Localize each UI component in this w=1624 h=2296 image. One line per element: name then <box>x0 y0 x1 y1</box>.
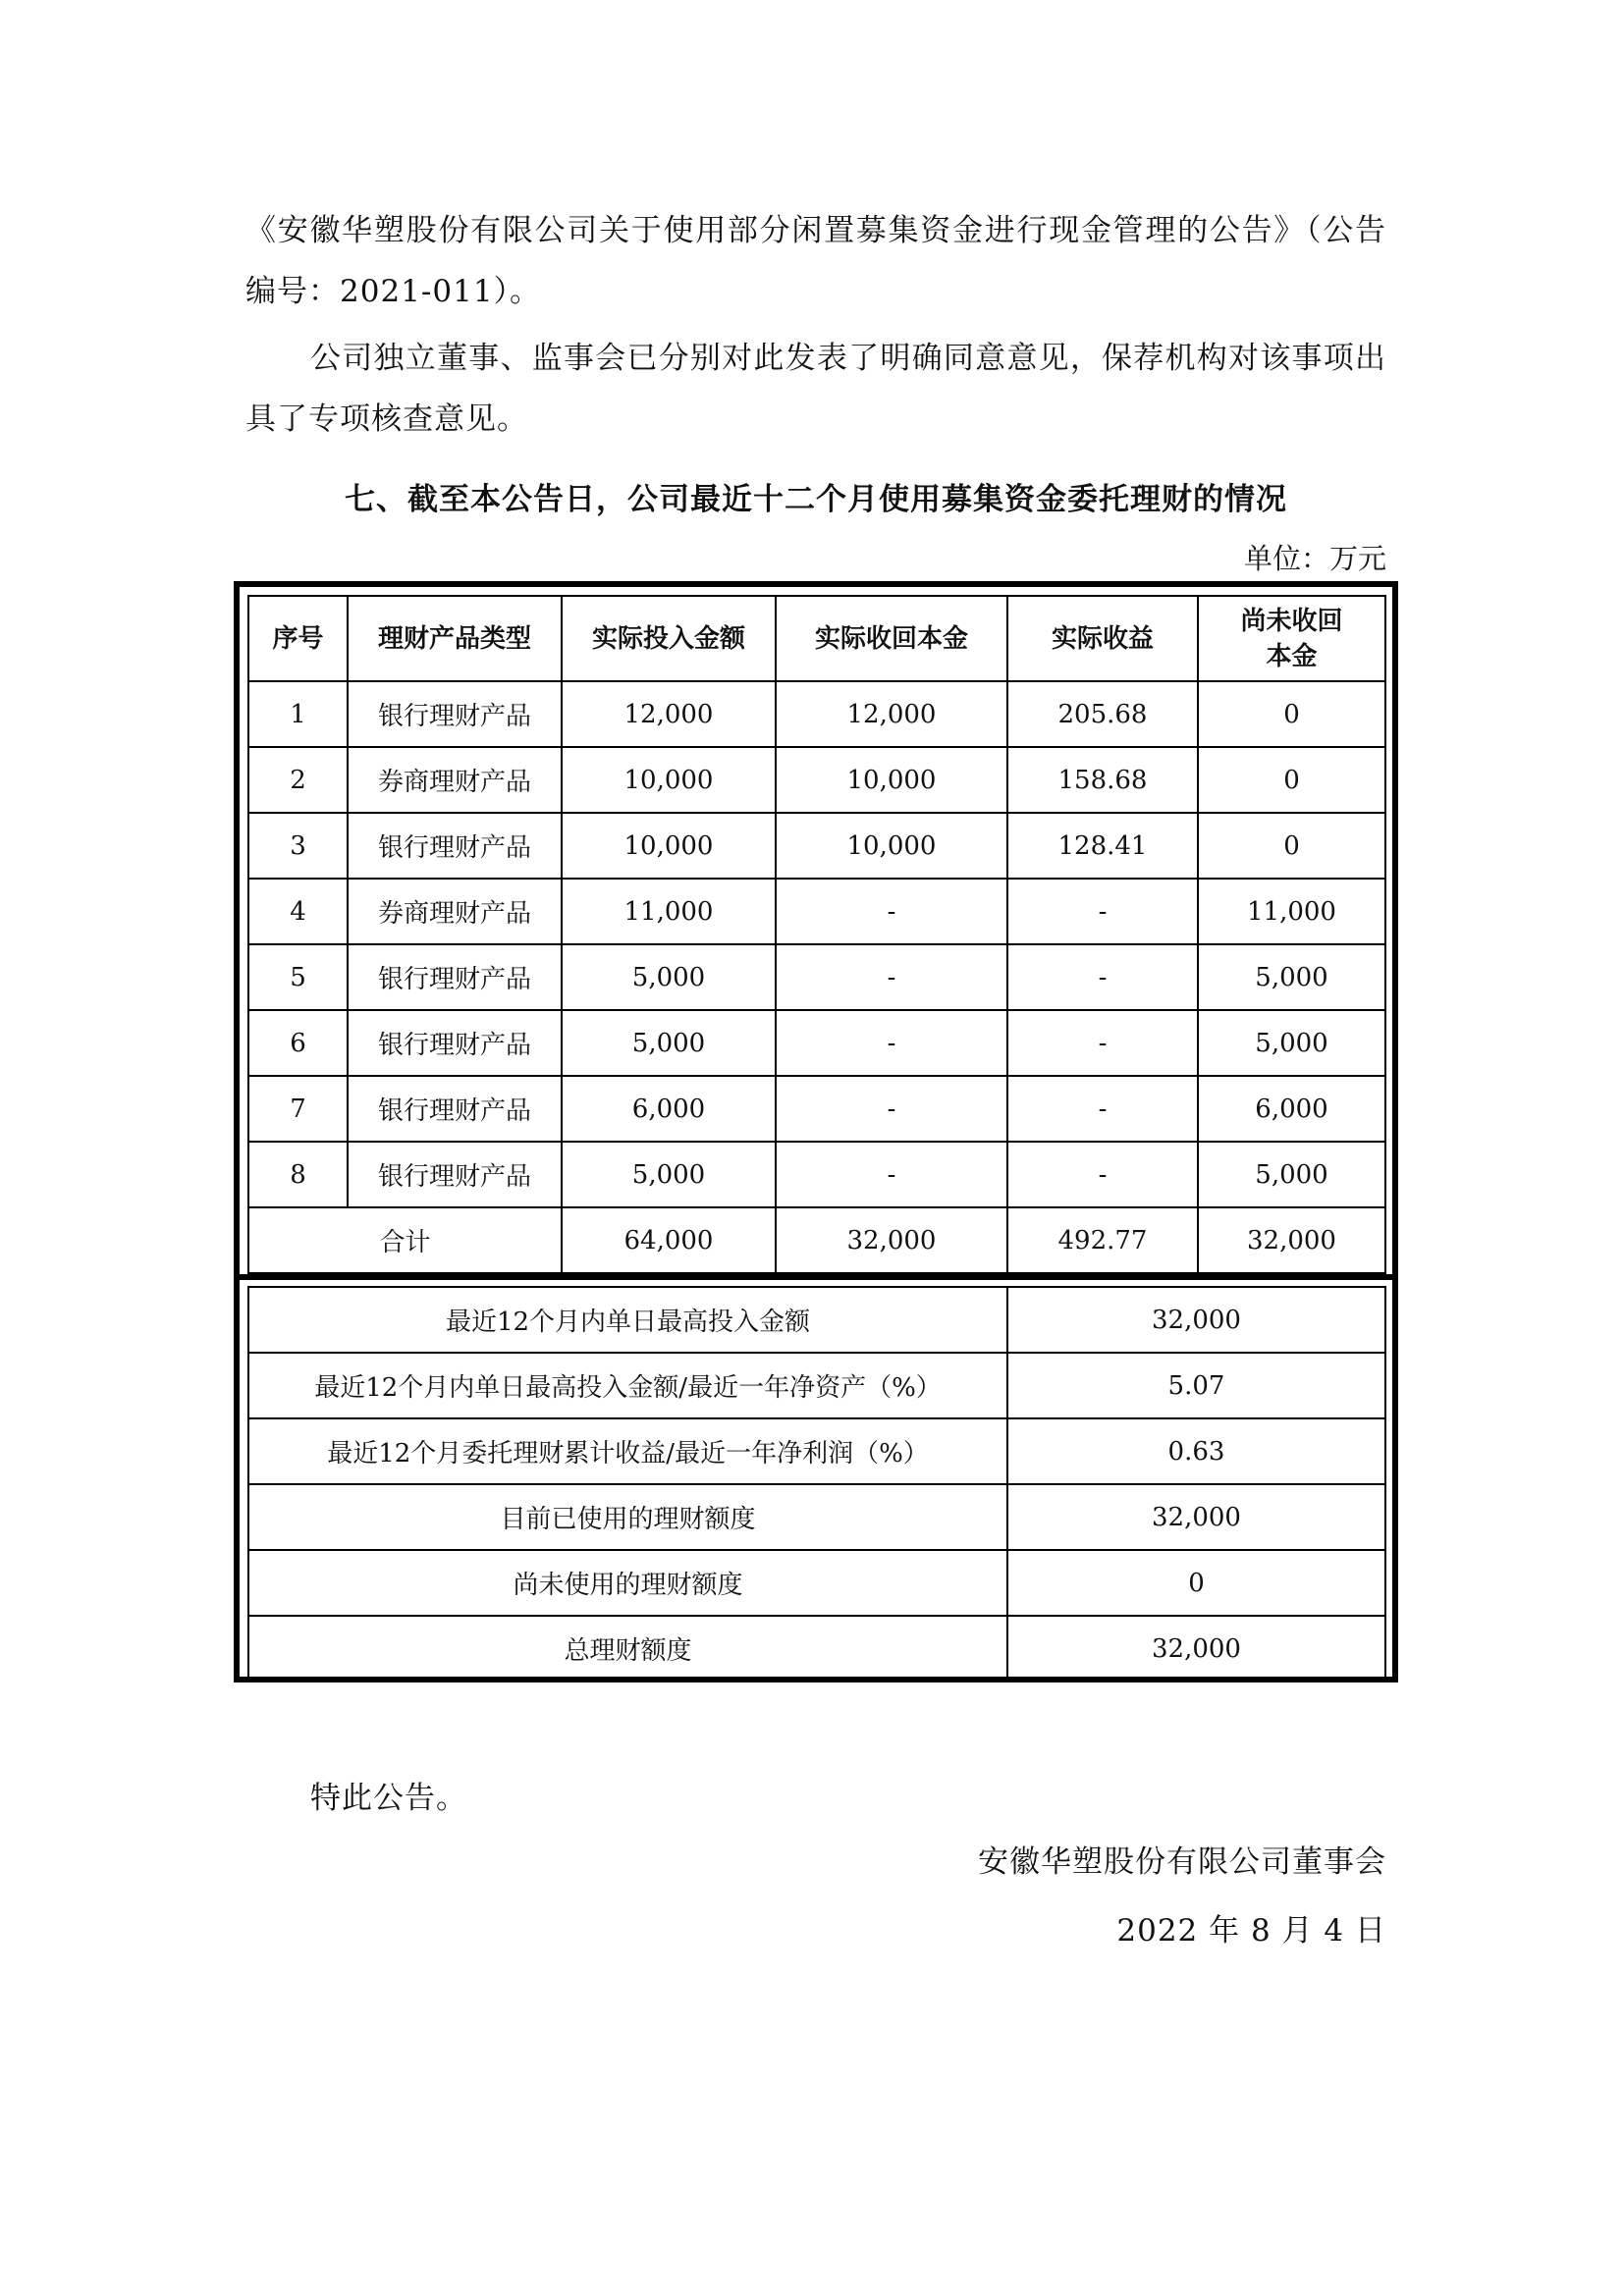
summary-label: 最近12个月内单日最高投入金额 <box>248 1287 1007 1353</box>
cell-recovered: - <box>776 879 1007 944</box>
closing-text: 特此公告。 <box>310 1781 467 1816</box>
summary-table <box>247 1286 1386 1682</box>
cell-recovered: 12,000 <box>776 681 1007 747</box>
table-row <box>248 944 1385 1010</box>
cell-recovered: - <box>776 1142 1007 1207</box>
header-product-type: 理财产品类型 <box>348 596 562 681</box>
total-income: 492.77 <box>1007 1207 1198 1273</box>
summary-value: 0.63 <box>1007 1418 1385 1484</box>
summary-value: 0 <box>1007 1550 1385 1616</box>
summary-value: 32,000 <box>1007 1287 1385 1353</box>
cell-income: - <box>1007 879 1198 944</box>
cell-product-type: 券商理财产品 <box>348 879 562 944</box>
table-row <box>248 1076 1385 1142</box>
cell-outstanding: 5,000 <box>1198 1010 1385 1076</box>
unit-label: 单位：万元 <box>1243 542 1386 575</box>
cell-income: 128.41 <box>1007 813 1198 879</box>
cell-outstanding: 0 <box>1198 681 1385 747</box>
cell-invested: 5,000 <box>562 1010 776 1076</box>
table-row <box>248 681 1385 747</box>
summary-label: 最近12个月内单日最高投入金额/最近一年净资产（%） <box>248 1353 1007 1418</box>
summary-row <box>248 1484 1385 1550</box>
summary-row <box>248 1550 1385 1616</box>
summary-row <box>248 1418 1385 1484</box>
total-outstanding: 32,000 <box>1198 1207 1385 1273</box>
table-separator <box>240 1274 1392 1280</box>
table-row <box>248 879 1385 944</box>
cell-income: - <box>1007 1076 1198 1142</box>
announcement-date: 2022 年 8 月 4 日 <box>1116 1913 1386 1949</box>
cell-invested: 10,000 <box>562 747 776 813</box>
cell-index: 4 <box>248 879 348 944</box>
cell-income: - <box>1007 944 1198 1010</box>
cell-index: 7 <box>248 1076 348 1142</box>
total-recovered: 32,000 <box>776 1207 1007 1273</box>
cell-outstanding: 5,000 <box>1198 1142 1385 1207</box>
cell-income: - <box>1007 1142 1198 1207</box>
summary-label: 最近12个月委托理财累计收益/最近一年净利润（%） <box>248 1418 1007 1484</box>
summary-row <box>248 1353 1385 1418</box>
paragraph-text: 《安徽华塑股份有限公司关于使用部分闲置募集资金进行现金管理的公告》（公告编号：2021-011）。 <box>245 213 1386 309</box>
table-row <box>248 747 1385 813</box>
cell-income: - <box>1007 1010 1198 1076</box>
cell-invested: 5,000 <box>562 1142 776 1207</box>
cell-invested: 12,000 <box>562 681 776 747</box>
table-row <box>248 1010 1385 1076</box>
cell-income: 158.68 <box>1007 747 1198 813</box>
cell-product-type: 银行理财产品 <box>348 681 562 747</box>
paragraph-reference <box>245 200 1386 322</box>
table-frame <box>234 581 1398 1682</box>
signer-name: 安徽华塑股份有限公司董事会 <box>978 1844 1386 1880</box>
cell-index: 2 <box>248 747 348 813</box>
cell-income: 205.68 <box>1007 681 1198 747</box>
cell-invested: 10,000 <box>562 813 776 879</box>
wealth-management-table <box>247 595 1386 1274</box>
cell-outstanding: 0 <box>1198 747 1385 813</box>
cell-recovered: 10,000 <box>776 747 1007 813</box>
summary-row <box>248 1616 1385 1682</box>
cell-recovered: - <box>776 1076 1007 1142</box>
cell-index: 8 <box>248 1142 348 1207</box>
cell-product-type: 银行理财产品 <box>348 1076 562 1142</box>
table-row <box>248 1142 1385 1207</box>
cell-recovered: - <box>776 1010 1007 1076</box>
total-invested: 64,000 <box>562 1207 776 1273</box>
cell-outstanding: 5,000 <box>1198 944 1385 1010</box>
cell-index: 6 <box>248 1010 348 1076</box>
summary-label: 尚未使用的理财额度 <box>248 1550 1007 1616</box>
summary-value: 32,000 <box>1007 1616 1385 1682</box>
cell-index: 3 <box>248 813 348 879</box>
cell-invested: 6,000 <box>562 1076 776 1142</box>
summary-value: 5.07 <box>1007 1353 1385 1418</box>
table-row <box>248 813 1385 879</box>
summary-row <box>248 1287 1385 1353</box>
paragraph-opinions <box>245 328 1386 450</box>
cell-outstanding: 11,000 <box>1198 879 1385 944</box>
cell-outstanding: 6,000 <box>1198 1076 1385 1142</box>
cell-invested: 5,000 <box>562 944 776 1010</box>
section-heading: 七、截至本公告日，公司最近十二个月使用募集资金委托理财的情况 <box>345 482 1287 517</box>
header-invested: 实际投入金额 <box>562 596 776 681</box>
cell-product-type: 银行理财产品 <box>348 813 562 879</box>
cell-index: 1 <box>248 681 348 747</box>
cell-invested: 11,000 <box>562 879 776 944</box>
table-total-row <box>248 1207 1385 1273</box>
header-income: 实际收益 <box>1007 596 1198 681</box>
table-header-row <box>248 596 1385 681</box>
summary-value: 32,000 <box>1007 1484 1385 1550</box>
total-label: 合计 <box>248 1207 562 1273</box>
cell-product-type: 券商理财产品 <box>348 747 562 813</box>
paragraph-text: 公司独立董事、监事会已分别对此发表了明确同意意见，保荐机构对该事项出具了专项核查意见。 <box>245 341 1386 437</box>
summary-label: 总理财额度 <box>248 1616 1007 1682</box>
header-recovered: 实际收回本金 <box>776 596 1007 681</box>
cell-product-type: 银行理财产品 <box>348 1010 562 1076</box>
cell-outstanding: 0 <box>1198 813 1385 879</box>
header-outstanding: 尚未收回本金 <box>1198 596 1385 681</box>
cell-recovered: - <box>776 944 1007 1010</box>
cell-recovered: 10,000 <box>776 813 1007 879</box>
cell-index: 5 <box>248 944 348 1010</box>
cell-product-type: 银行理财产品 <box>348 944 562 1010</box>
summary-label: 目前已使用的理财额度 <box>248 1484 1007 1550</box>
header-index: 序号 <box>248 596 348 681</box>
cell-product-type: 银行理财产品 <box>348 1142 562 1207</box>
